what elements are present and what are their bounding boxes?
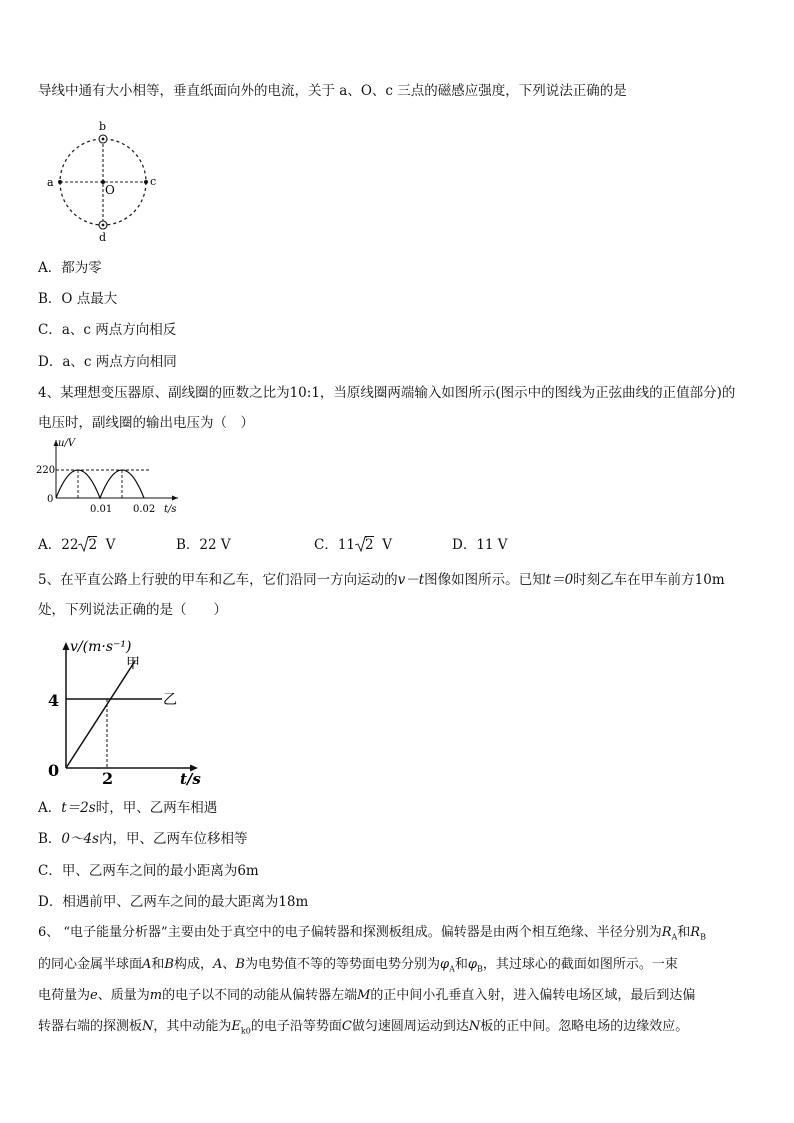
origin-label: 0	[48, 761, 60, 780]
point-a	[58, 180, 62, 184]
point-c	[144, 180, 148, 184]
x-axis-label: t/s	[164, 504, 177, 515]
peak-label: 220	[36, 465, 56, 476]
q4-stem-line2: 电压时，副线圈的输出电压为（ ）	[38, 415, 254, 431]
wire-b-marker	[99, 135, 107, 143]
tick-001: 0.01	[90, 504, 113, 515]
label-c: c	[150, 175, 157, 188]
wire-d-marker	[99, 221, 107, 229]
q4-option-d: D．11 V	[452, 537, 508, 553]
label-a: a	[47, 176, 54, 189]
label-d: d	[99, 231, 107, 244]
q4-stem-line1: 4、某理想变压器原、副线圈的匝数之比为10:1，当原线圈两端输入如图所示(图示中的图线为正弦曲线的正值部分)的	[38, 385, 736, 401]
q5-stem-line1: 5、在平直公路上行驶的甲车和乙车，它们沿同一方向运动的v－t图像如图所示。已知t＝0时刻乙车在甲车前方10m	[38, 572, 725, 588]
x-axis-label: t/s	[180, 770, 201, 788]
label-o: O	[105, 183, 115, 197]
y-axis-label: v/(m·s⁻¹)	[70, 639, 132, 655]
q5-velocity-graph	[36, 630, 216, 790]
origin-label: 0	[47, 494, 54, 505]
q4-option-a: A．22 2 V	[38, 537, 116, 553]
q6-stem-line3: 电荷量为e、质量为m的电子以不同的动能从偏转器左端M的正中间小孔垂直入射，进入偏转电场区域，最后到达偏	[38, 988, 696, 1003]
y-axis-label: u/V	[58, 438, 76, 449]
sqrt-radicand: 2	[365, 537, 374, 553]
q6-stem-line2: 的同心金属半球面A和B构成，A、B为电势值不等的等势面电势分别为$\varphi_A$和$\varphi_B$，其过球心的截面如图所示。一束	[38, 957, 678, 974]
intro-option-d: D．a、c 两点方向相同	[38, 354, 177, 370]
intro-option-c: C．a、c 两点方向相反	[38, 322, 177, 338]
q4-option-b: B．22 V	[176, 537, 231, 553]
tick-002: 0.02	[133, 504, 156, 515]
label-b: b	[99, 120, 107, 133]
label-jia: 甲	[126, 656, 140, 672]
intro-option-a: A．都为零	[38, 260, 102, 276]
q5-option-a: A．t＝2s时，甲、乙两车相遇	[38, 800, 218, 816]
q5-option-d: D．相遇前甲、乙两车之间的最大距离为18m	[38, 894, 309, 910]
circle-wire-figure	[40, 118, 170, 243]
x-tick-2: 2	[102, 769, 114, 788]
q4-option-c: C．11 2 V	[314, 537, 392, 553]
q6-stem-line1: 6、 “电子能量分析器”主要由处于真空中的电子偏转器和探测板组成。偏转器是由两个相互绝缘、半径分别为$R_A$和$R_B$	[38, 925, 706, 942]
q6-stem-line4: 转器右端的探测板N，其中动能为$E_{k0}$的电子沿等势面C做匀速圆周运动到达N板的正中间。忽略电场的边缘效应。	[38, 1019, 689, 1036]
label-yi: 乙	[163, 692, 177, 708]
q4-voltage-graph	[38, 436, 188, 516]
q5-option-b: B．0～4s内，甲、乙两车位移相等	[38, 831, 248, 847]
intro-option-b: B．O 点最大	[38, 291, 118, 307]
line-jia	[66, 661, 135, 768]
y-tick-4: 4	[48, 691, 60, 710]
rectified-sine-curve	[56, 470, 144, 498]
q5-stem-line2: 处，下列说法正确的是（ ）	[38, 602, 227, 618]
q5-option-c: C．甲、乙两车之间的最小距离为6m	[38, 863, 259, 879]
sqrt-radicand: 2	[88, 537, 98, 553]
question-stem-continued: 导线中通有大小相等，垂直纸面向外的电流，关于 a、O、c 三点的磁感应强度，下列说法正确的是	[38, 83, 627, 99]
